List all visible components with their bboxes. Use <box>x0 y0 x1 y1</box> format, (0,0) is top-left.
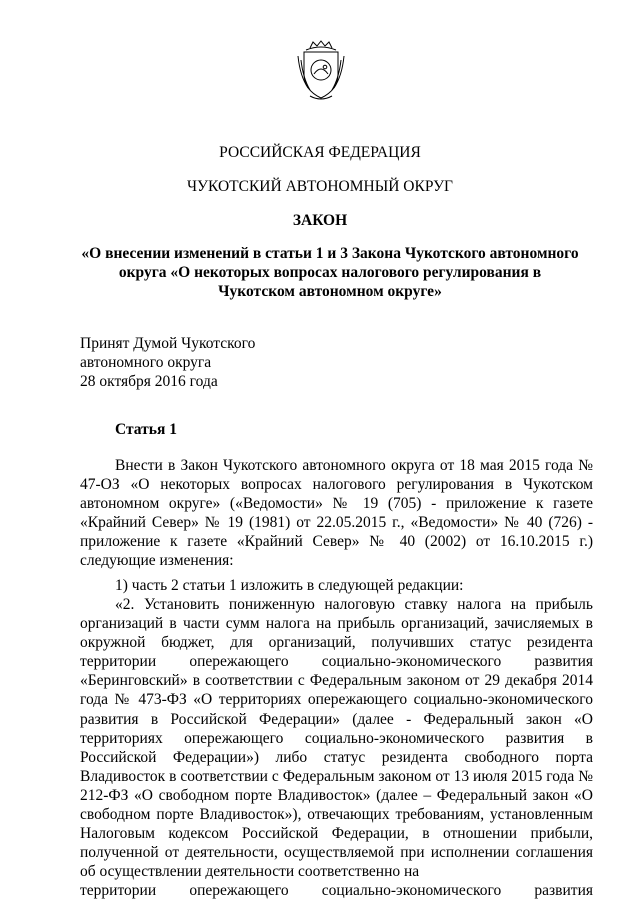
region-name: ЧУКОТСКИЙ АВТОНОМНЫЙ ОКРУГ <box>186 178 454 195</box>
adoption-date: 28 октября 2016 года <box>80 373 218 390</box>
document-type: ЗАКОН <box>292 212 348 229</box>
law-title: «О внесении изменений в статьи 1 и 3 Закона Чукотского автономного округа «О некоторых вопросах налогового регулирования в Чукотском автономном округе» <box>81 245 579 300</box>
coat-of-arms-icon <box>296 40 346 104</box>
adoption-line-2: автономного округа <box>80 354 212 371</box>
adoption-line-1: Принят Думой Чукотского <box>80 335 256 352</box>
country-name: РОССИЙСКАЯ ФЕДЕРАЦИЯ <box>219 144 421 161</box>
article-heading: Статья 1 <box>115 421 177 438</box>
article-intro-paragraph: Внести в Закон Чукотского автономного округа от 18 мая 2015 года № 47-ОЗ «О некоторых вопросах налогового регулирования в Чукотском автономном округе» («Ведомости» № 19 (705) - приложение к газете «Крайний Север» № 19 (1981) от 22.05.2015 г., «Ведомости» № 40 (726) - приложение к газете «Крайний Север» № 40 (2002) от 16.10.2015 г.) следующие изменения: <box>80 457 593 570</box>
amendment-item-1: 1) часть 2 статьи 1 изложить в следующей редакции: <box>115 577 464 594</box>
amendment-quote-last-line: территории опережающего социально-экономического развития <box>80 882 593 900</box>
amendment-quote-body: «2. Установить пониженную налоговую ставку налога на прибыль организаций в части сумм налога на прибыль организаций, зачисляемых в окружной бюджет, для организаций, получивших статус резидента территории опережающего социально-экономического развития «Беринговский» в соответствии с Федеральным законом от 29 декабря 2014 года № 473-ФЗ «О территориях опережающего социально-экономического развития в Российской Федерации» (далее - Федеральный закон «О территориях опережающего социально-экономического развития в Российской Федерации») либо статус резидента свободного порта Владивосток в соответствии с Федеральным законом от 13 июля 2015 года № 212-ФЗ «О свободном порте Владивосток» (далее – Федеральный закон «О свободном порте Владивосток»), отвечающих требованиям, установленным Налоговым кодексом Российской Федерации, в отношении прибыли, полученной от деятельности, осуществляемой при исполнении соглашения об осуществлении деятельности соответственно на <box>80 596 593 881</box>
adoption-info <box>80 334 255 391</box>
amendment-quote-paragraph <box>80 595 593 901</box>
